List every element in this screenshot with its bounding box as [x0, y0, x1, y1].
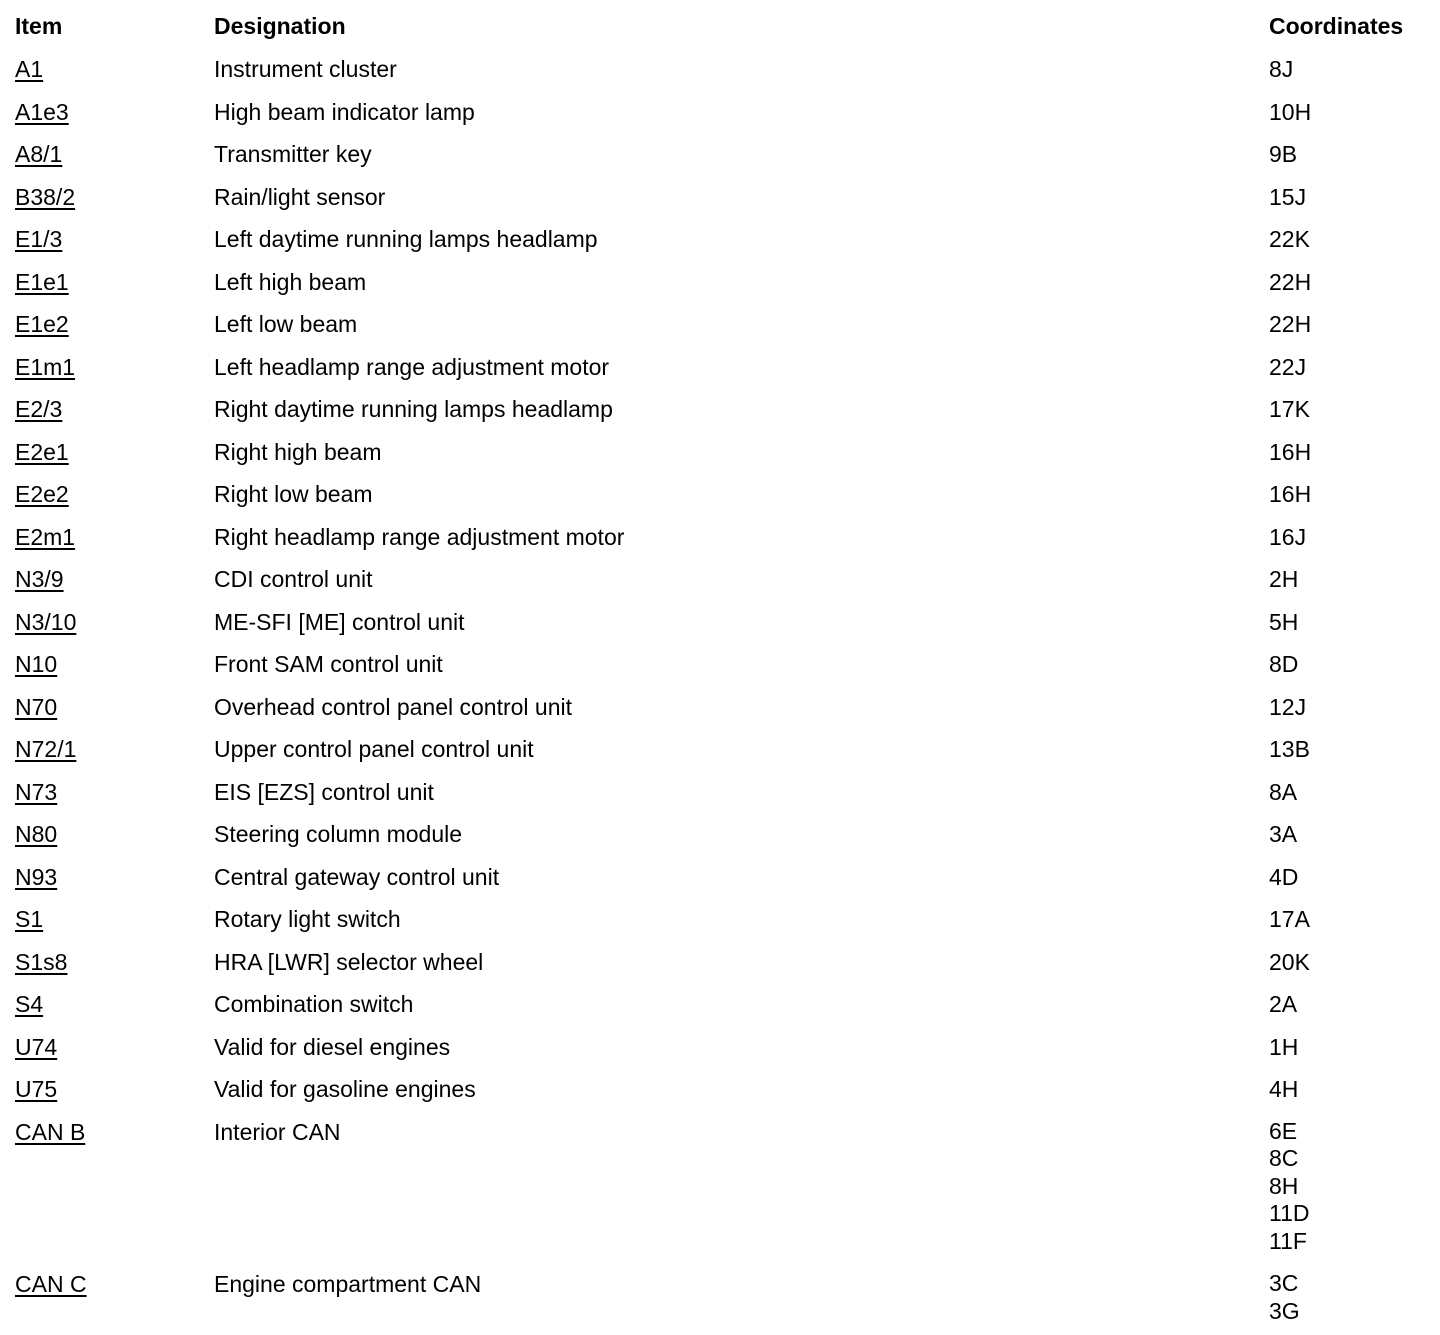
header-designation: Designation — [214, 13, 346, 39]
item-link[interactable]: N3/9 — [15, 566, 64, 592]
designation-text: Engine compartment CAN — [214, 1271, 482, 1297]
table-row — [0, 773, 1440, 816]
coordinate-value: 22H — [1269, 311, 1312, 337]
designation-text: Right low beam — [214, 481, 373, 507]
table-row — [0, 305, 1440, 348]
coordinate-value: 16J — [1269, 523, 1307, 550]
item-link[interactable]: U75 — [15, 1076, 58, 1102]
designation-text: Valid for gasoline engines — [214, 1076, 476, 1102]
coordinate-value: 4H — [1269, 1076, 1299, 1102]
table-row — [0, 943, 1440, 986]
table-row — [0, 815, 1440, 858]
item-link[interactable]: N73 — [15, 778, 58, 805]
item-link[interactable]: S1 — [15, 906, 44, 932]
coordinates-list — [1269, 1118, 1310, 1256]
item-link[interactable]: N80 — [15, 821, 58, 847]
item-link[interactable]: E1m1 — [15, 353, 76, 380]
designation-text: Rotary light switch — [214, 906, 401, 932]
table-row — [0, 1265, 1440, 1335]
table-row — [0, 1113, 1440, 1266]
designation-text: Left daytime running lamps headlamp — [214, 226, 598, 252]
item-link[interactable]: E2/3 — [15, 396, 63, 422]
table-row — [0, 93, 1440, 136]
table-row — [0, 390, 1440, 433]
item-link[interactable]: E1e2 — [15, 311, 69, 337]
table-row — [0, 475, 1440, 518]
table-row — [0, 645, 1440, 688]
designation-text: Rain/light sensor — [214, 183, 386, 210]
table-row — [0, 858, 1440, 901]
item-link[interactable]: B38/2 — [15, 183, 76, 210]
coordinates-list — [1269, 1270, 1300, 1325]
table-row — [0, 730, 1440, 773]
designation-text: Valid for diesel engines — [214, 1033, 451, 1060]
coordinate-value: 4D — [1269, 863, 1299, 890]
item-link[interactable]: A8/1 — [15, 141, 63, 167]
item-link[interactable]: N70 — [15, 693, 58, 720]
table-row — [0, 433, 1440, 476]
designation-text: Right high beam — [214, 438, 382, 465]
item-link[interactable]: U74 — [15, 1033, 58, 1060]
coordinate-value: 11F — [1269, 1227, 1307, 1254]
item-link[interactable]: N10 — [15, 651, 58, 677]
designation-text: EIS [EZS] control unit — [214, 778, 434, 805]
item-link[interactable]: E2e1 — [15, 438, 69, 465]
item-link[interactable]: S4 — [15, 991, 44, 1017]
designation-text: Left high beam — [214, 268, 367, 295]
designation-text: CDI control unit — [214, 566, 373, 592]
designation-text: Right headlamp range adjustment motor — [214, 523, 625, 550]
designation-text: Combination switch — [214, 991, 414, 1017]
designation-text: HRA [LWR] selector wheel — [214, 948, 484, 975]
coordinate-value: 3G — [1269, 1297, 1300, 1324]
coordinate-value: 8D — [1269, 651, 1299, 677]
designation-text: Overhead control panel control unit — [214, 693, 572, 720]
item-link[interactable]: N3/10 — [15, 608, 77, 635]
table-row — [0, 688, 1440, 731]
designation-text: Right daytime running lamps headlamp — [214, 396, 613, 422]
coordinate-value: 8C — [1269, 1145, 1299, 1171]
table-row — [0, 178, 1440, 221]
table-row — [0, 900, 1440, 943]
designation-text: High beam indicator lamp — [214, 98, 475, 125]
table-row — [0, 1028, 1440, 1071]
table-row — [0, 348, 1440, 391]
item-link[interactable]: S1s8 — [15, 948, 68, 975]
designation-text: Central gateway control unit — [214, 863, 500, 890]
coordinate-value: 16H — [1269, 438, 1312, 465]
coordinate-value: 2A — [1269, 991, 1298, 1017]
coordinate-value: 22K — [1269, 226, 1310, 252]
item-link[interactable]: N72/1 — [15, 736, 77, 762]
coordinate-value: 6E — [1269, 1117, 1298, 1144]
item-link[interactable]: N93 — [15, 863, 58, 890]
coordinate-value: 8A — [1269, 778, 1298, 805]
item-link[interactable]: CAN C — [15, 1271, 87, 1297]
designation-text: Steering column module — [214, 821, 463, 847]
header-coordinates: Coordinates — [1269, 13, 1404, 39]
designation-text: Upper control panel control unit — [214, 736, 534, 762]
table-row — [0, 518, 1440, 561]
table-row — [0, 985, 1440, 1028]
item-link[interactable]: E2m1 — [15, 523, 76, 550]
item-link[interactable]: E1/3 — [15, 226, 63, 252]
table-row — [0, 135, 1440, 178]
designation-text: Left low beam — [214, 311, 358, 337]
coordinate-value: 17K — [1269, 396, 1310, 422]
table-row — [0, 1070, 1440, 1113]
coordinate-value: 1H — [1269, 1033, 1299, 1060]
coordinate-value: 3C — [1269, 1270, 1299, 1296]
coordinate-value: 20K — [1269, 948, 1310, 975]
item-link[interactable]: A1e3 — [15, 98, 69, 125]
coordinate-value: 8J — [1269, 56, 1294, 82]
designation-text: Left headlamp range adjustment motor — [214, 353, 610, 380]
coordinate-value: 5H — [1269, 608, 1299, 635]
designation-text: Transmitter key — [214, 141, 372, 167]
designation-text: Interior CAN — [214, 1118, 341, 1145]
item-link[interactable]: CAN B — [15, 1118, 86, 1145]
coordinate-value: 8H — [1269, 1172, 1299, 1199]
coordinate-value: 16H — [1269, 481, 1312, 507]
table-header — [0, 0, 1440, 50]
header-item: Item — [15, 13, 63, 39]
coordinate-value: 22J — [1269, 353, 1307, 380]
item-link[interactable]: E1e1 — [15, 268, 69, 295]
item-link[interactable]: E2e2 — [15, 481, 69, 507]
table-row — [0, 220, 1440, 263]
designation-text: Instrument cluster — [214, 56, 397, 82]
designation-text: Front SAM control unit — [214, 651, 443, 677]
coordinate-value: 17A — [1269, 906, 1310, 932]
designation-text: ME-SFI [ME] control unit — [214, 608, 465, 635]
table-row — [0, 560, 1440, 603]
coordinate-value: 2H — [1269, 566, 1299, 592]
table-row — [0, 603, 1440, 646]
table-row — [0, 263, 1440, 306]
table-body — [0, 50, 1440, 1335]
coordinate-value: 15J — [1269, 183, 1307, 210]
coordinate-value: 10H — [1269, 98, 1312, 125]
coordinate-value: 12J — [1269, 693, 1307, 720]
coordinate-value: 11D — [1269, 1200, 1310, 1226]
coordinate-value: 22H — [1269, 268, 1312, 295]
coordinate-value: 9B — [1269, 141, 1298, 167]
table-row — [0, 50, 1440, 93]
coordinate-value: 13B — [1269, 736, 1310, 762]
item-link[interactable]: A1 — [15, 56, 44, 82]
coordinate-value: 3A — [1269, 821, 1298, 847]
